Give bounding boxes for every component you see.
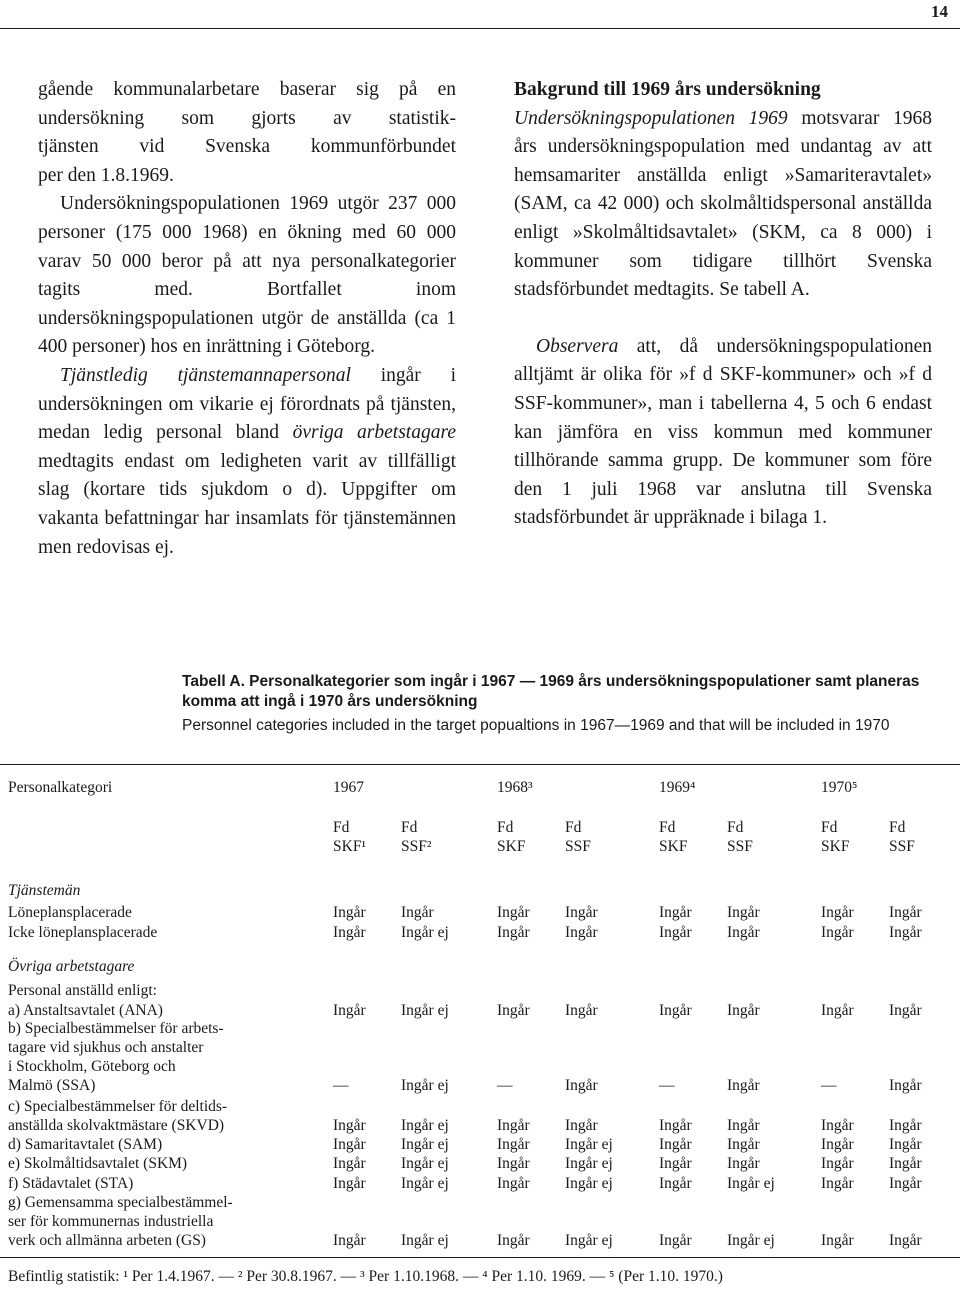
table-cell: Ingår — [889, 1117, 922, 1134]
table-cell: Ingår — [821, 1175, 854, 1192]
left-paragraph-3 — [38, 362, 456, 562]
table-cell: Ingår — [889, 1232, 922, 1249]
table-cell: — — [821, 1077, 837, 1094]
table-cell: Ingår — [565, 1002, 598, 1019]
table-footnote: Befintlig statistik: ¹ Per 1.4.1967. — ² Per 30.8.1967. — ³ Per 1.10.1968. — ⁴ Per 1.10. 1969. — ⁵ (Per 1.10. 1970.) — [8, 1268, 723, 1285]
left-p3-text-1: ingår i undersökningen om vikarie ej förordnats på tjänsten, medan ledig personal bland — [38, 364, 457, 444]
table-cell: Ingår — [497, 1232, 530, 1249]
left-p1-line: undersökning som gjorts av statistik- — [38, 107, 456, 129]
table-cell: Ingår ej — [565, 1136, 613, 1153]
table-cell: Ingår — [497, 904, 530, 921]
column-subheader-prefix: Fd — [565, 819, 582, 836]
column-subheader-organisation: SKF — [659, 838, 688, 855]
table-cell: Ingår — [659, 904, 692, 921]
row-label: tagare vid sjukhus och anstalter — [8, 1039, 204, 1056]
row-label: f) Städavtalet (STA) — [8, 1175, 134, 1192]
table-cell: Ingår ej — [401, 1175, 449, 1192]
row-label: c) Specialbestämmelser för deltids- — [8, 1098, 228, 1115]
table-cell: Ingår — [659, 1136, 692, 1153]
table-cell: Ingår ej — [401, 1232, 449, 1249]
table-cell: Ingår ej — [565, 1155, 613, 1172]
table-cell: Ingår — [889, 1002, 922, 1019]
row-label: e) Skolmåltidsavtalet (SKM) — [8, 1155, 188, 1172]
row-label: b) Specialbestämmelser för arbets- — [8, 1020, 224, 1037]
table-cell: Ingår — [659, 1175, 692, 1192]
table-bottom-rule — [0, 1257, 960, 1258]
table-cell: Ingår — [889, 904, 922, 921]
table-cell: Ingår — [333, 1117, 366, 1134]
column-subheader-prefix: Fd — [889, 819, 906, 836]
table-cell: Ingår — [333, 1136, 366, 1153]
table-cell: Ingår — [821, 1117, 854, 1134]
table-cell: Ingår ej — [401, 1117, 449, 1134]
right-heading: Bakgrund till 1969 års undersökning — [514, 79, 821, 100]
table-cell: Ingår — [727, 924, 760, 941]
row-label: Icke löneplansplacerade — [8, 924, 158, 941]
table-cell: Ingår ej — [401, 924, 449, 941]
right-p2-emphasis: Observera — [536, 335, 619, 357]
column-subheader-organisation: SKF¹ — [333, 838, 367, 855]
table-cell: Ingår — [821, 1002, 854, 1019]
table-cell: — — [333, 1077, 349, 1094]
column-subheader-organisation: SSF — [889, 838, 915, 855]
page-header — [0, 0, 960, 29]
table-cell: Ingår — [659, 1232, 692, 1249]
table-cell: Ingår — [727, 1155, 760, 1172]
table-cell: Ingår — [821, 1232, 854, 1249]
column-subheader-organisation: SKF — [497, 838, 526, 855]
left-paragraph-2: Undersökningspopulationen 1969 utgör 237 000 personer (175 000 1968) en ökning med 60 000 varav 50 000 beror på att nya personalkategorier tagits med. Bortfallet inom undersökningspopulationen utgör de anställda (ca 1 400 personer) hos en inrättning i Göteborg. — [38, 193, 456, 358]
table-caption — [182, 672, 942, 736]
table-cell: Ingår — [889, 1136, 922, 1153]
right-paragraph-1 — [514, 105, 932, 305]
table-cell: Ingår — [333, 1155, 366, 1172]
table-cell: Ingår — [659, 924, 692, 941]
column-subheader-organisation: SSF² — [401, 838, 432, 855]
column-subheader-prefix: Fd — [497, 819, 514, 836]
column-subheader-prefix: Fd — [821, 819, 838, 836]
table-cell: Ingår — [659, 1002, 692, 1019]
table-cell: Ingår — [565, 924, 598, 941]
right-p2-text: att, då undersökningspopulationen alltjämt är olika för »f d SKF-kommuner» och »f d SSF-kommuner», man i tabellerna 4, 5 och 6 endast kan jämföra en viss kommun med kommuner tillhörande samma grupp. De kommuner som före den 1 juli 1968 var anslutna till Svenska stadsförbundet är uppräknade i bilaga 1. — [514, 335, 932, 529]
table-cell: Ingår — [497, 1175, 530, 1192]
row-label: ser för kommunernas industriella — [8, 1213, 214, 1230]
row-label: anställda skolvaktmästare (SKVD) — [8, 1117, 225, 1134]
table-cell: Ingår — [659, 1117, 692, 1134]
row-label: g) Gemensamma specialbestämmel- — [8, 1194, 233, 1211]
row-label: d) Samaritavtalet (SAM) — [8, 1136, 163, 1153]
table-cell: Ingår ej — [727, 1232, 775, 1249]
table-cell: Ingår — [333, 924, 366, 941]
column-header-year: 1967 — [333, 779, 364, 796]
section-heading-ovriga-arbetstagare: Övriga arbetstagare — [8, 958, 135, 975]
table-cell: Ingår ej — [401, 1077, 449, 1094]
table-cell: Ingår — [565, 1117, 598, 1134]
table-cell: Ingår ej — [401, 1136, 449, 1153]
left-column — [38, 76, 456, 562]
column-subheader-organisation: SSF — [727, 838, 753, 855]
table-cell: Ingår — [821, 1136, 854, 1153]
table-cell: Ingår — [727, 904, 760, 921]
table-cell: Ingår — [821, 924, 854, 941]
table-cell: Ingår ej — [565, 1232, 613, 1249]
table-cell: Ingår — [727, 1117, 760, 1134]
table-cell: Ingår — [333, 1232, 366, 1249]
page-number: 14 — [931, 2, 948, 21]
row-label: i Stockholm, Göteborg och — [8, 1058, 176, 1075]
table-cell: Ingår — [889, 924, 922, 941]
table-caption-title: Personalkategorier som ingår i 1967 — 1969 års undersökningspopulationer samt planeras komma att ingå i 1970 års undersökning — [182, 673, 920, 710]
section-note-personal: Personal anställd enligt: — [8, 982, 157, 999]
table-cell: Ingår ej — [401, 1155, 449, 1172]
table-cell: — — [659, 1077, 675, 1094]
table-cell: Ingår — [821, 1155, 854, 1172]
column-subheader-prefix: Fd — [659, 819, 676, 836]
table-cell: Ingår — [727, 1077, 760, 1094]
table-cell: Ingår — [333, 1002, 366, 1019]
left-p3-emphasis-2: övriga arbetstagare — [292, 422, 456, 444]
left-p3-emphasis-1: Tjänstledig tjänstemannapersonal — [60, 364, 351, 386]
row-label: verk och allmänna arbeten (GS) — [8, 1232, 206, 1249]
column-subheader-organisation: SKF — [821, 838, 850, 855]
table-cell: Ingår — [659, 1155, 692, 1172]
row-label: Malmö (SSA) — [8, 1077, 96, 1094]
left-paragraph-1 — [38, 76, 456, 190]
column-subheader-prefix: Fd — [333, 819, 350, 836]
column-header-year: 1969⁴ — [659, 779, 696, 796]
table-top-rule — [0, 764, 960, 765]
table-caption-label: Tabell A. — [182, 673, 245, 690]
table-cell: — — [497, 1077, 513, 1094]
table-cell: Ingår ej — [565, 1175, 613, 1192]
table-cell: Ingår — [497, 1155, 530, 1172]
table-cell: Ingår — [821, 904, 854, 921]
column-subheader-prefix: Fd — [727, 819, 744, 836]
table-caption-swedish — [182, 672, 942, 712]
table-cell: Ingår — [333, 1175, 366, 1192]
left-p1-line: tjänsten vid Svenska kommunförbundet — [38, 136, 456, 158]
column-header-year: 1970⁵ — [821, 779, 858, 796]
left-p3-text-2: medtagits endast om ledigheten varit av tillfälligt slag (kortare tids sjukdom o d). Uppgifter om vakanta befattningar har insamlats för tjänstemännen men redovisas ej. — [38, 450, 456, 558]
right-paragraph-2 — [514, 333, 932, 533]
table-cell: Ingår — [497, 924, 530, 941]
table-cell: Ingår — [497, 1136, 530, 1153]
right-column — [514, 76, 932, 533]
table-cell: Ingår — [889, 1077, 922, 1094]
left-p1-line: gående kommunalarbetare baserar sig på en — [38, 79, 456, 100]
table-cell: Ingår — [889, 1175, 922, 1192]
column-header-category: Personalkategori — [8, 779, 113, 796]
left-p1-line: per den 1.8.1969. — [38, 164, 174, 186]
table-cell: Ingår — [727, 1136, 760, 1153]
row-label: Löneplansplacerade — [8, 904, 132, 921]
right-p1-emphasis: Undersökningspopulationen 1969 — [514, 107, 788, 129]
table-cell: Ingår — [889, 1155, 922, 1172]
table-caption-english: Personnel categories included in the target popualtions in 1967—1969 and that will be included in 1970 — [182, 717, 890, 734]
right-p1-text: motsvarar 1968 års undersökningspopulation med undantag av att hemsamariter anställda enligt »Samariteravtalet» (SAM, ca 42 000) och skolmåltidspersonal anställda enligt »Skolmåltidsavtalet» (SKM, ca 8 000) i kommuner som tidigare tillhört Svenska stadsförbundet medtagits. Se tabell A. — [514, 107, 932, 301]
table-cell: Ingår — [333, 904, 366, 921]
table-cell: Ingår — [497, 1002, 530, 1019]
column-subheader-organisation: SSF — [565, 838, 591, 855]
table-cell: Ingår — [401, 904, 434, 921]
table-cell: Ingår — [497, 1117, 530, 1134]
row-label: a) Anstaltsavtalet (ANA) — [8, 1002, 163, 1019]
table-cell: Ingår — [565, 904, 598, 921]
column-header-year: 1968³ — [497, 779, 533, 796]
table-cell: Ingår — [565, 1077, 598, 1094]
column-subheader-prefix: Fd — [401, 819, 418, 836]
table-cell: Ingår — [727, 1002, 760, 1019]
table-cell: Ingår ej — [727, 1175, 775, 1192]
section-heading-tjansteman: Tjänstemän — [8, 882, 81, 899]
table-cell: Ingår ej — [401, 1002, 449, 1019]
